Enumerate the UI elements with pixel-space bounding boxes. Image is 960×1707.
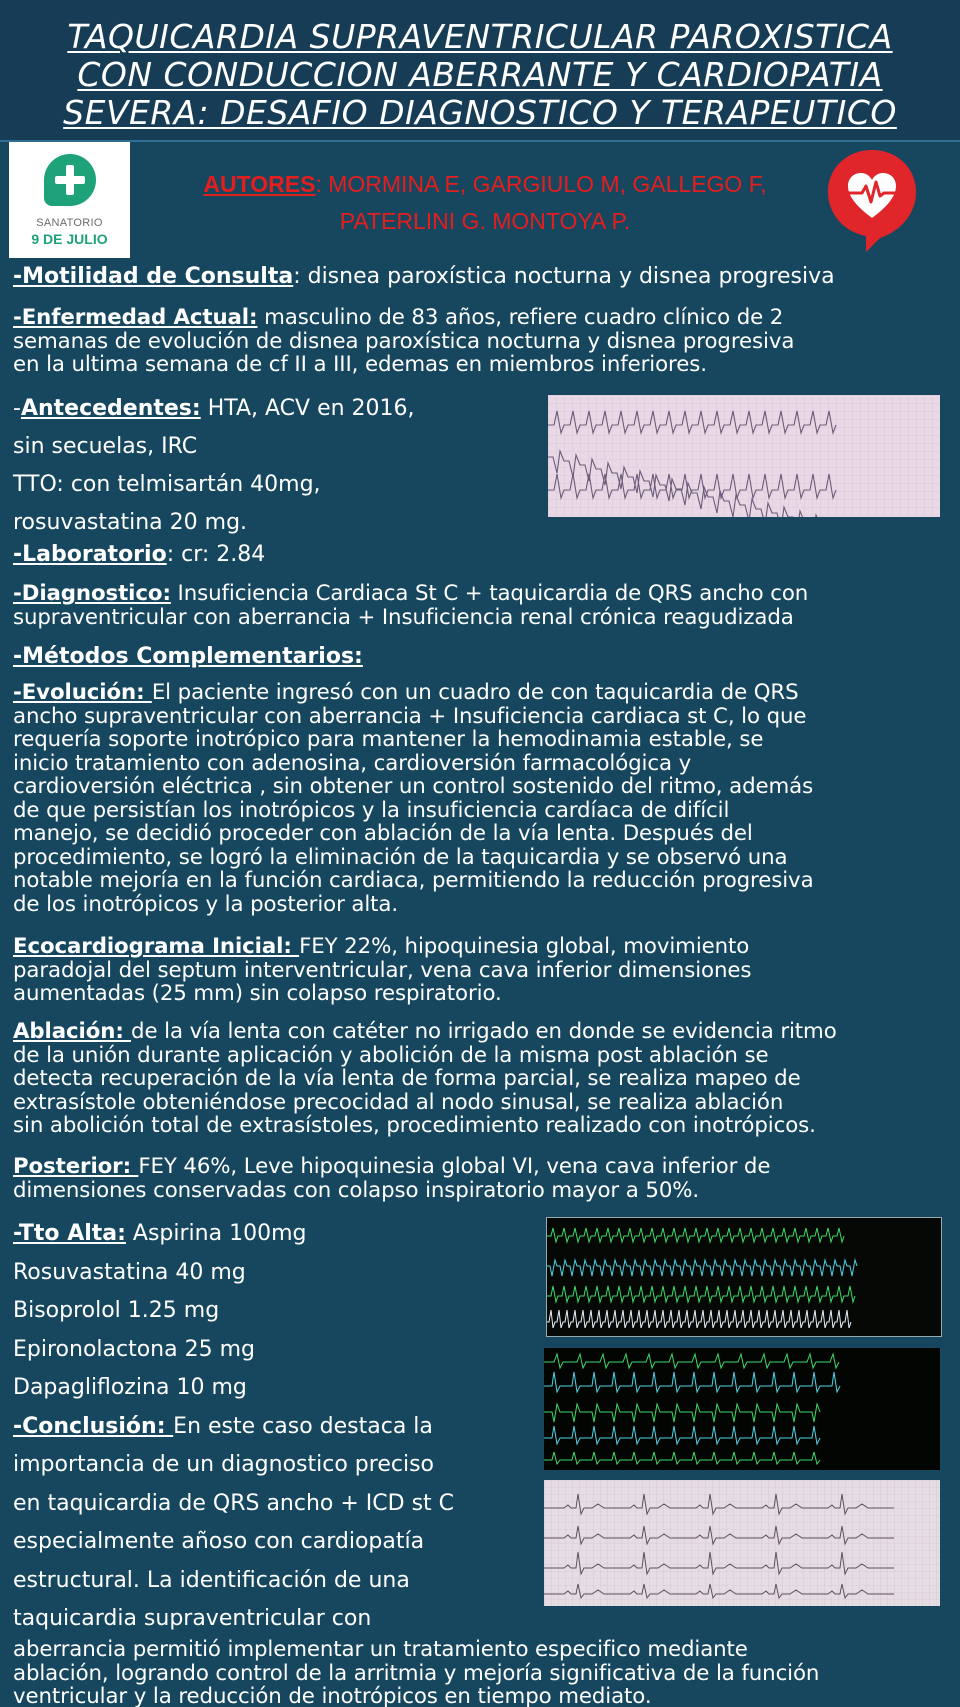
enfermedad-actual <box>13 306 794 377</box>
evolucion-line-6: de que persistían los inotrópicos y la insuficiencia cardíaca de difícil <box>13 797 730 823</box>
diagnostico-line-2: supraventricular con aberrancia + Insuficiencia renal crónica reagudizada <box>13 604 794 630</box>
poster-title <box>0 0 960 142</box>
antecedentes <box>13 390 415 542</box>
enfermedad-heading: -Enfermedad Actual: <box>13 305 258 330</box>
metodos-heading: -Métodos Complementarios: <box>13 644 363 669</box>
motivo-heading: -Motilidad de Consulta <box>13 264 294 289</box>
authors-label: AUTORES <box>203 171 316 197</box>
antecedentes-prefix: - <box>13 396 21 421</box>
conclusion-line-1: En este caso destaca la <box>173 1413 433 1439</box>
title-line-3: SEVERA: DESAFIO DIAGNOSTICO Y TERAPEUTICO <box>63 93 897 132</box>
evolucion-line-10: de los inotrópicos y la posterior alta. <box>13 891 399 917</box>
conclusion-line-3: en taquicardia de QRS ancho + ICD st C <box>13 1490 455 1516</box>
ablacion-line-4: extrasístole obteniéndose precocidad al nodo sinusal, se realiza ablación <box>13 1089 784 1115</box>
posterior-line-2: dimensiones conservadas con colapso inspiratorio mayor a 50%. <box>13 1177 700 1203</box>
enfermedad-line-1: masculino de 83 años, refiere cuadro clínico de 2 <box>257 305 784 330</box>
medical-cross-icon <box>44 154 96 206</box>
conclusion-line-4: especialmente añoso con cardiopatía <box>13 1529 425 1554</box>
diagnostico <box>13 582 808 629</box>
ecg-monitor-image-1 <box>546 1217 942 1337</box>
posterior <box>13 1155 770 1202</box>
ablacion-line-5: sin abolición total de extrasístoles, procedimiento realizado con inotrópicos. <box>13 1113 816 1138</box>
conclusion-continued <box>13 1638 819 1707</box>
eco-heading: Ecocardiograma Inicial: <box>13 934 300 959</box>
conclusion-line-7: aberrancia permitió implementar un tratamiento especifico mediante <box>13 1637 748 1662</box>
enfermedad-line-2: semanas de evolución de disnea paroxística nocturna y disnea progresiva <box>13 328 795 354</box>
antecedentes-line-1: HTA, ACV en 2016, <box>200 396 415 421</box>
conclusion-line-9: ventricular y la reducción de inotrópicos en tiempo mediato. <box>13 1684 652 1707</box>
authors-block <box>160 166 810 240</box>
evolucion-line-1: El paciente ingresó con un cuadro de con taquicardia de QRS <box>151 680 799 705</box>
tto-item: Aspirina 100mg <box>125 1221 307 1246</box>
evolucion-line-5: cardioversión eléctrica , sin obtener un control sostenido del ritmo, además <box>13 774 814 799</box>
conclusion-line-5: estructural. La identificación de una <box>13 1567 410 1593</box>
laboratorio-heading: -Laboratorio <box>13 542 167 567</box>
ecg-image-admission <box>548 395 940 517</box>
logo-name: SANATORIO <box>36 217 103 229</box>
diagnostico-heading: -Diagnostico: <box>13 581 171 606</box>
heart-pulse-icon <box>826 146 918 254</box>
eco-line-2: paradojal del septum interventricular, vena cava inferior dimensiones <box>13 957 752 983</box>
authors-line-2: PATERLINI G. MONTOYA P. <box>339 208 631 234</box>
evolucion-line-7: manejo, se decidió proceder con ablación de la vía lenta. Después del <box>13 821 753 846</box>
motivo-consulta <box>13 265 835 289</box>
tto-alta <box>13 1215 454 1639</box>
title-line-1: TAQUICARDIA SUPRAVENTRICULAR PAROXISTICA <box>67 17 893 56</box>
posterior-line-1: FEY 46%, Leve hipoquinesia global VI, vena cava inferior de <box>138 1154 771 1179</box>
tto-heading: -Tto Alta: <box>13 1221 126 1246</box>
evolucion-heading: -Evolución: <box>13 680 152 705</box>
ecocardiograma-inicial <box>13 935 751 1006</box>
evolucion-line-9: notable mejoría en la función cardiaca, permitiendo la reducción progresiva <box>13 868 814 893</box>
enfermedad-line-3: en la ultima semana de cf II a III, edemas en miembros inferiores. <box>13 352 707 377</box>
conclusion-line-8: ablación, logrando control de la arritmia y mejoría significativa de la función <box>13 1660 820 1686</box>
evolucion-line-4: inicio tratamiento con adenosina, cardioversión farmacológica y <box>13 750 692 776</box>
eco-line-3: aumentadas (25 mm) sin colapso respiratorio. <box>13 981 502 1006</box>
conclusion-line-2: importancia de un diagnostico preciso <box>13 1452 434 1477</box>
antecedentes-line-2: sin secuelas, IRC <box>13 434 198 459</box>
tto-item: Epironolactona 25 mg <box>13 1336 255 1362</box>
diagnostico-line-1: Insuficiencia Cardiaca St C + taquicardia de QRS ancho con <box>170 581 809 606</box>
tto-item: Rosuvastatina 40 mg <box>13 1259 246 1285</box>
authors-line-1: : MORMINA E, GARGIULO M, GALLEGO F, <box>315 171 767 197</box>
title-line-2: CON CONDUCCION ABERRANTE Y CARDIOPATIA <box>77 55 883 94</box>
metodos-complementarios <box>13 645 363 669</box>
sanatorio-logo <box>9 142 130 258</box>
ablacion <box>13 1020 837 1138</box>
posterior-heading: Posterior: <box>13 1154 139 1179</box>
antecedentes-line-4: rosuvastatina 20 mg. <box>13 510 248 535</box>
antecedentes-heading: Antecedentes: <box>20 396 201 421</box>
tto-item: Dapagliflozina 10 mg <box>13 1375 247 1400</box>
ablacion-line-2: de la unión durante aplicación y abolición de la misma post ablación se <box>13 1042 769 1068</box>
antecedentes-line-3: TTO: con telmisartán 40mg, <box>13 472 321 497</box>
evolucion <box>13 681 814 916</box>
conclusion-heading: -Conclusión: <box>13 1413 174 1439</box>
laboratorio <box>13 543 265 567</box>
conclusion-line-6: taquicardia supraventricular con <box>13 1606 372 1631</box>
evolucion-line-3: requería soporte inotrópico para mantener la hemodinamia estable, se <box>13 727 764 752</box>
evolucion-line-8: procedimiento, se logró la eliminación de la taquicardia y se observó una <box>13 844 788 870</box>
ablacion-heading: Ablación: <box>13 1019 132 1044</box>
laboratorio-text: : cr: 2.84 <box>166 542 266 567</box>
ecg-image-post-ablation <box>544 1480 940 1606</box>
ablacion-line-1: de la vía lenta con catéter no irrigado en donde se evidencia ritmo <box>131 1019 837 1044</box>
logo-subtitle: 9 DE JULIO <box>31 231 108 247</box>
ecg-monitor-image-2 <box>544 1348 940 1470</box>
motivo-text: : disnea paroxística nocturna y disnea progresiva <box>293 264 835 289</box>
eco-line-1: FEY 22%, hipoquinesia global, movimiento <box>299 934 750 959</box>
evolucion-line-2: ancho supraventricular con aberrancia + Insuficiencia cardiaca st C, lo que <box>13 703 807 729</box>
ablacion-line-3: detecta recuperación de la vía lenta de forma parcial, se realiza mapeo de <box>13 1066 801 1091</box>
tto-item: Bisoprolol 1.25 mg <box>13 1298 220 1323</box>
